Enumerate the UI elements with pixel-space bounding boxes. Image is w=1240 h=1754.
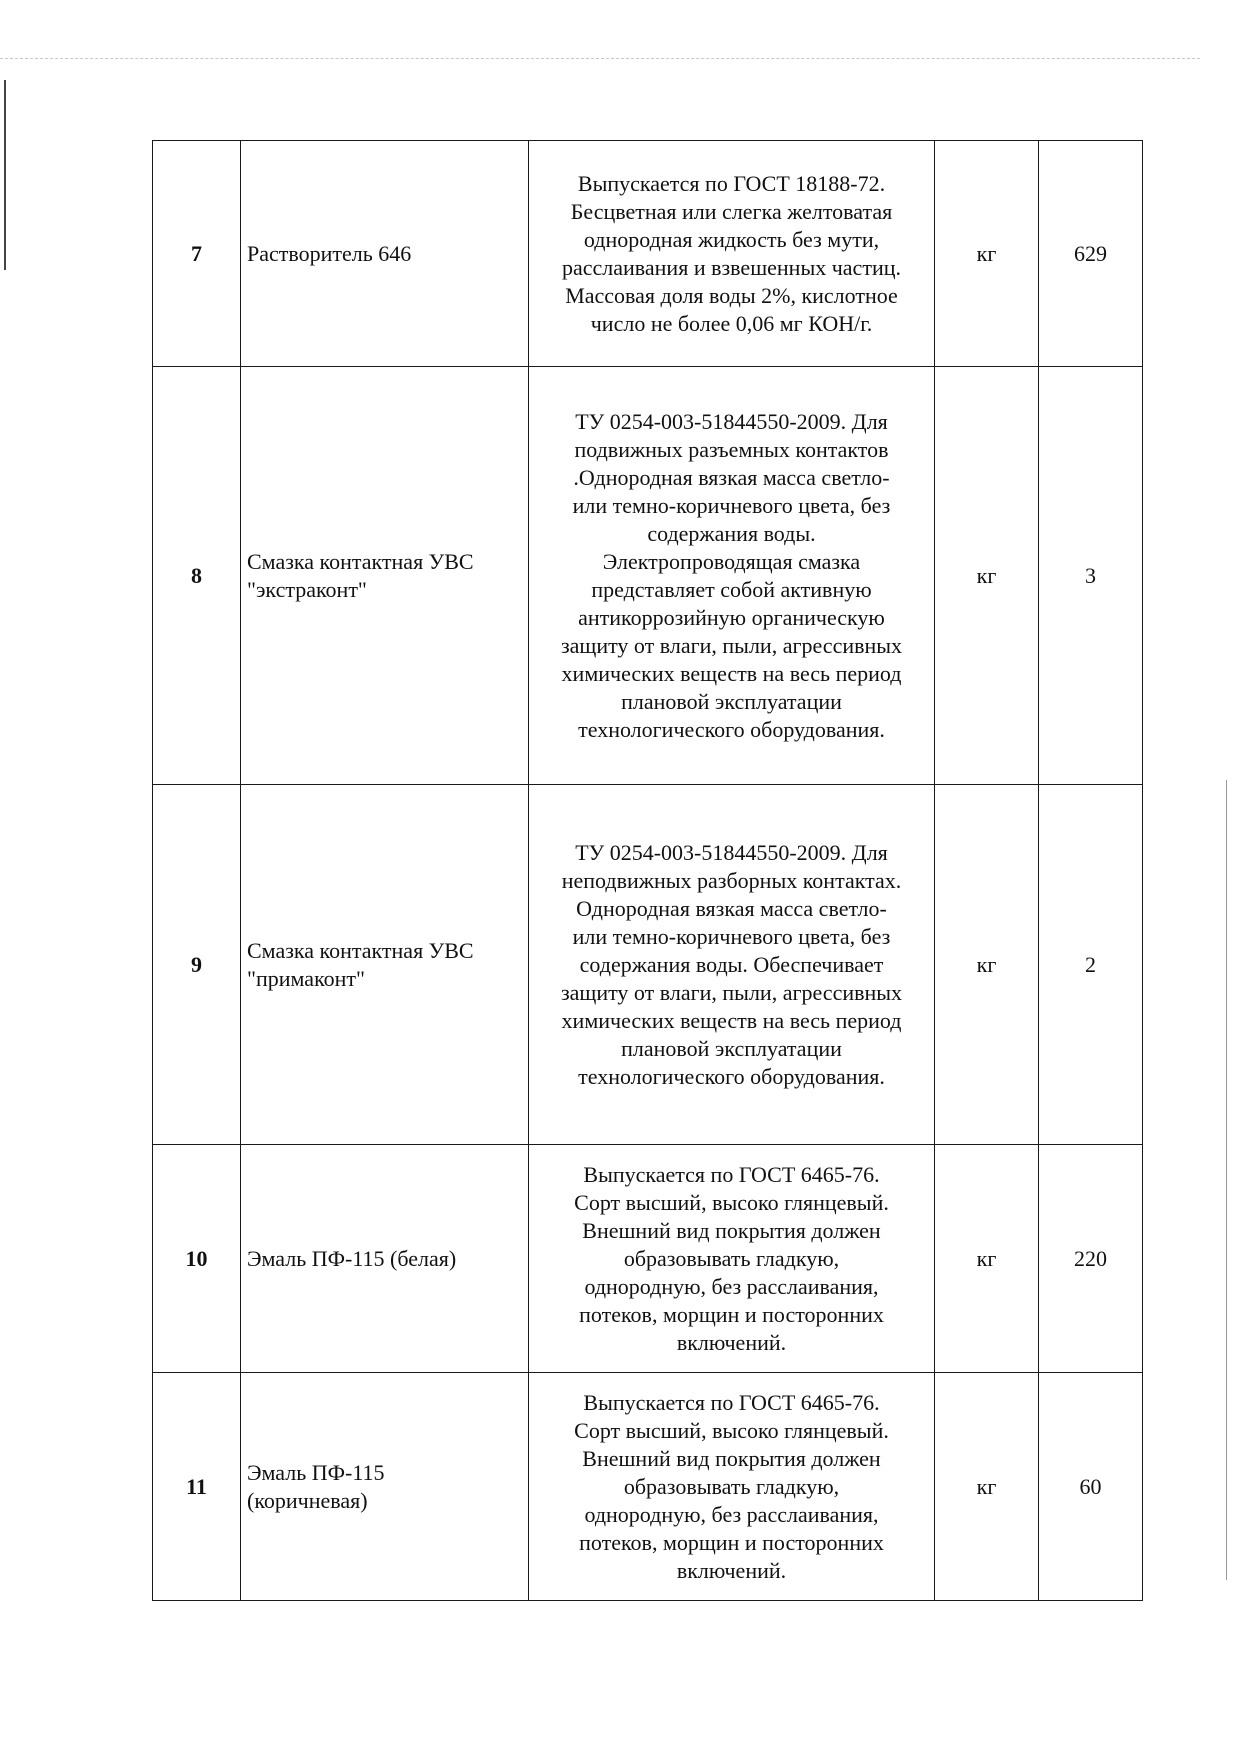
description-line: технологического оборудования. (578, 1063, 885, 1089)
description-line: или темно-коричневого цвета, без (572, 492, 891, 518)
material-description (529, 1373, 935, 1601)
material-name-line: Смазка контактная УВС (247, 937, 474, 963)
unit-of-measure: кг (935, 1145, 1039, 1373)
description-line: Выпускается по ГОСТ 6465-76. (583, 1161, 880, 1187)
description-line: неподвижных разборных контактах. (561, 867, 902, 893)
description-line: плановой эксплуатации (621, 688, 842, 714)
unit-of-measure: кг (935, 367, 1039, 785)
row-number: 10 (153, 1145, 241, 1373)
description-line: подвижных разъемных контактов (574, 436, 889, 462)
description-line: ТУ 0254-003-51844550-2009. Для (575, 839, 888, 865)
row-number: 7 (153, 141, 241, 367)
material-description (529, 367, 935, 785)
material-name-line: "экстраконт" (247, 576, 367, 602)
description-line: потеков, морщин и посторонних (579, 1529, 884, 1555)
description-line: Выпускается по ГОСТ 18188-72. (577, 170, 886, 196)
description-line: однородную, без расслаивания, (584, 1273, 879, 1299)
material-name-line: "примаконт" (247, 965, 366, 991)
material-description (529, 141, 935, 367)
description-line: Однородная вязкая масса светло- (576, 895, 887, 921)
material-name (241, 785, 529, 1145)
description-line: плановой эксплуатации (621, 1035, 842, 1061)
description-line: Массовая доля воды 2%, кислотное (565, 282, 898, 308)
description-line: расслаивания и взвешенных частиц. (561, 254, 901, 280)
material-name-line: Смазка контактная УВС (247, 548, 474, 574)
scan-artifact-left (4, 80, 6, 270)
description-line: химических веществ на весь период (561, 660, 902, 686)
material-name-line: Эмаль ПФ-115 (белая) (247, 1245, 457, 1271)
scan-artifact-top (0, 58, 1200, 59)
materials-table (152, 140, 1143, 1601)
table-row (153, 141, 1143, 367)
material-name-line: Эмаль ПФ-115 (247, 1459, 385, 1485)
material-name (241, 141, 529, 367)
description-line: Сорт высший, высоко глянцевый. (574, 1417, 889, 1443)
description-line: представляет собой активную (591, 576, 872, 602)
description-line: содержания воды. Обеспечивает (579, 951, 884, 977)
row-number: 9 (153, 785, 241, 1145)
table-row (153, 367, 1143, 785)
quantity: 2 (1039, 785, 1143, 1145)
quantity: 3 (1039, 367, 1143, 785)
description-line: .Однородная вязкая масса светло- (573, 464, 890, 490)
description-line: химических веществ на весь период (561, 1007, 902, 1033)
description-line: Электропроводящая смазка (602, 548, 861, 574)
description-line: образовывать гладкую, (623, 1245, 840, 1271)
scan-artifact-right (1226, 780, 1227, 1580)
quantity: 629 (1039, 141, 1143, 367)
description-line: защиту от влаги, пыли, агрессивных (560, 979, 903, 1005)
description-line: образовывать гладкую, (623, 1473, 840, 1499)
material-name-line: (коричневая) (247, 1487, 368, 1513)
description-line: включений. (676, 1329, 787, 1355)
description-line: содержания воды. (647, 520, 816, 546)
description-line: защиту от влаги, пыли, агрессивных (560, 632, 903, 658)
material-name (241, 1145, 529, 1373)
row-number: 11 (153, 1373, 241, 1601)
unit-of-measure: кг (935, 1373, 1039, 1601)
description-line: число не более 0,06 мг КОН/г. (590, 310, 873, 336)
material-name-line: Растворитель 646 (247, 240, 412, 266)
description-line: технологического оборудования. (578, 716, 885, 742)
description-line: потеков, морщин и посторонних (579, 1301, 884, 1327)
description-line: однородная жидкость без мути, (583, 226, 880, 252)
material-name (241, 367, 529, 785)
unit-of-measure: кг (935, 141, 1039, 367)
table-row (153, 1373, 1143, 1601)
description-line: антикоррозийную органическую (578, 604, 885, 630)
table-row (153, 1145, 1143, 1373)
quantity: 60 (1039, 1373, 1143, 1601)
description-line: однородную, без расслаивания, (584, 1501, 879, 1527)
materials-table-body (153, 141, 1143, 1601)
description-line: Внешний вид покрытия должен (582, 1217, 881, 1243)
row-number: 8 (153, 367, 241, 785)
description-line: Сорт высший, высоко глянцевый. (574, 1189, 889, 1215)
table-row (153, 785, 1143, 1145)
description-line: Внешний вид покрытия должен (582, 1445, 881, 1471)
material-description (529, 1145, 935, 1373)
description-line: включений. (676, 1557, 787, 1583)
quantity: 220 (1039, 1145, 1143, 1373)
description-line: Выпускается по ГОСТ 6465-76. (583, 1389, 880, 1415)
unit-of-measure: кг (935, 785, 1039, 1145)
material-description (529, 785, 935, 1145)
description-line: Бесцветная или слегка желтоватая (570, 198, 893, 224)
description-line: или темно-коричневого цвета, без (572, 923, 891, 949)
description-line: ТУ 0254-003-51844550-2009. Для (575, 408, 888, 434)
material-name (241, 1373, 529, 1601)
